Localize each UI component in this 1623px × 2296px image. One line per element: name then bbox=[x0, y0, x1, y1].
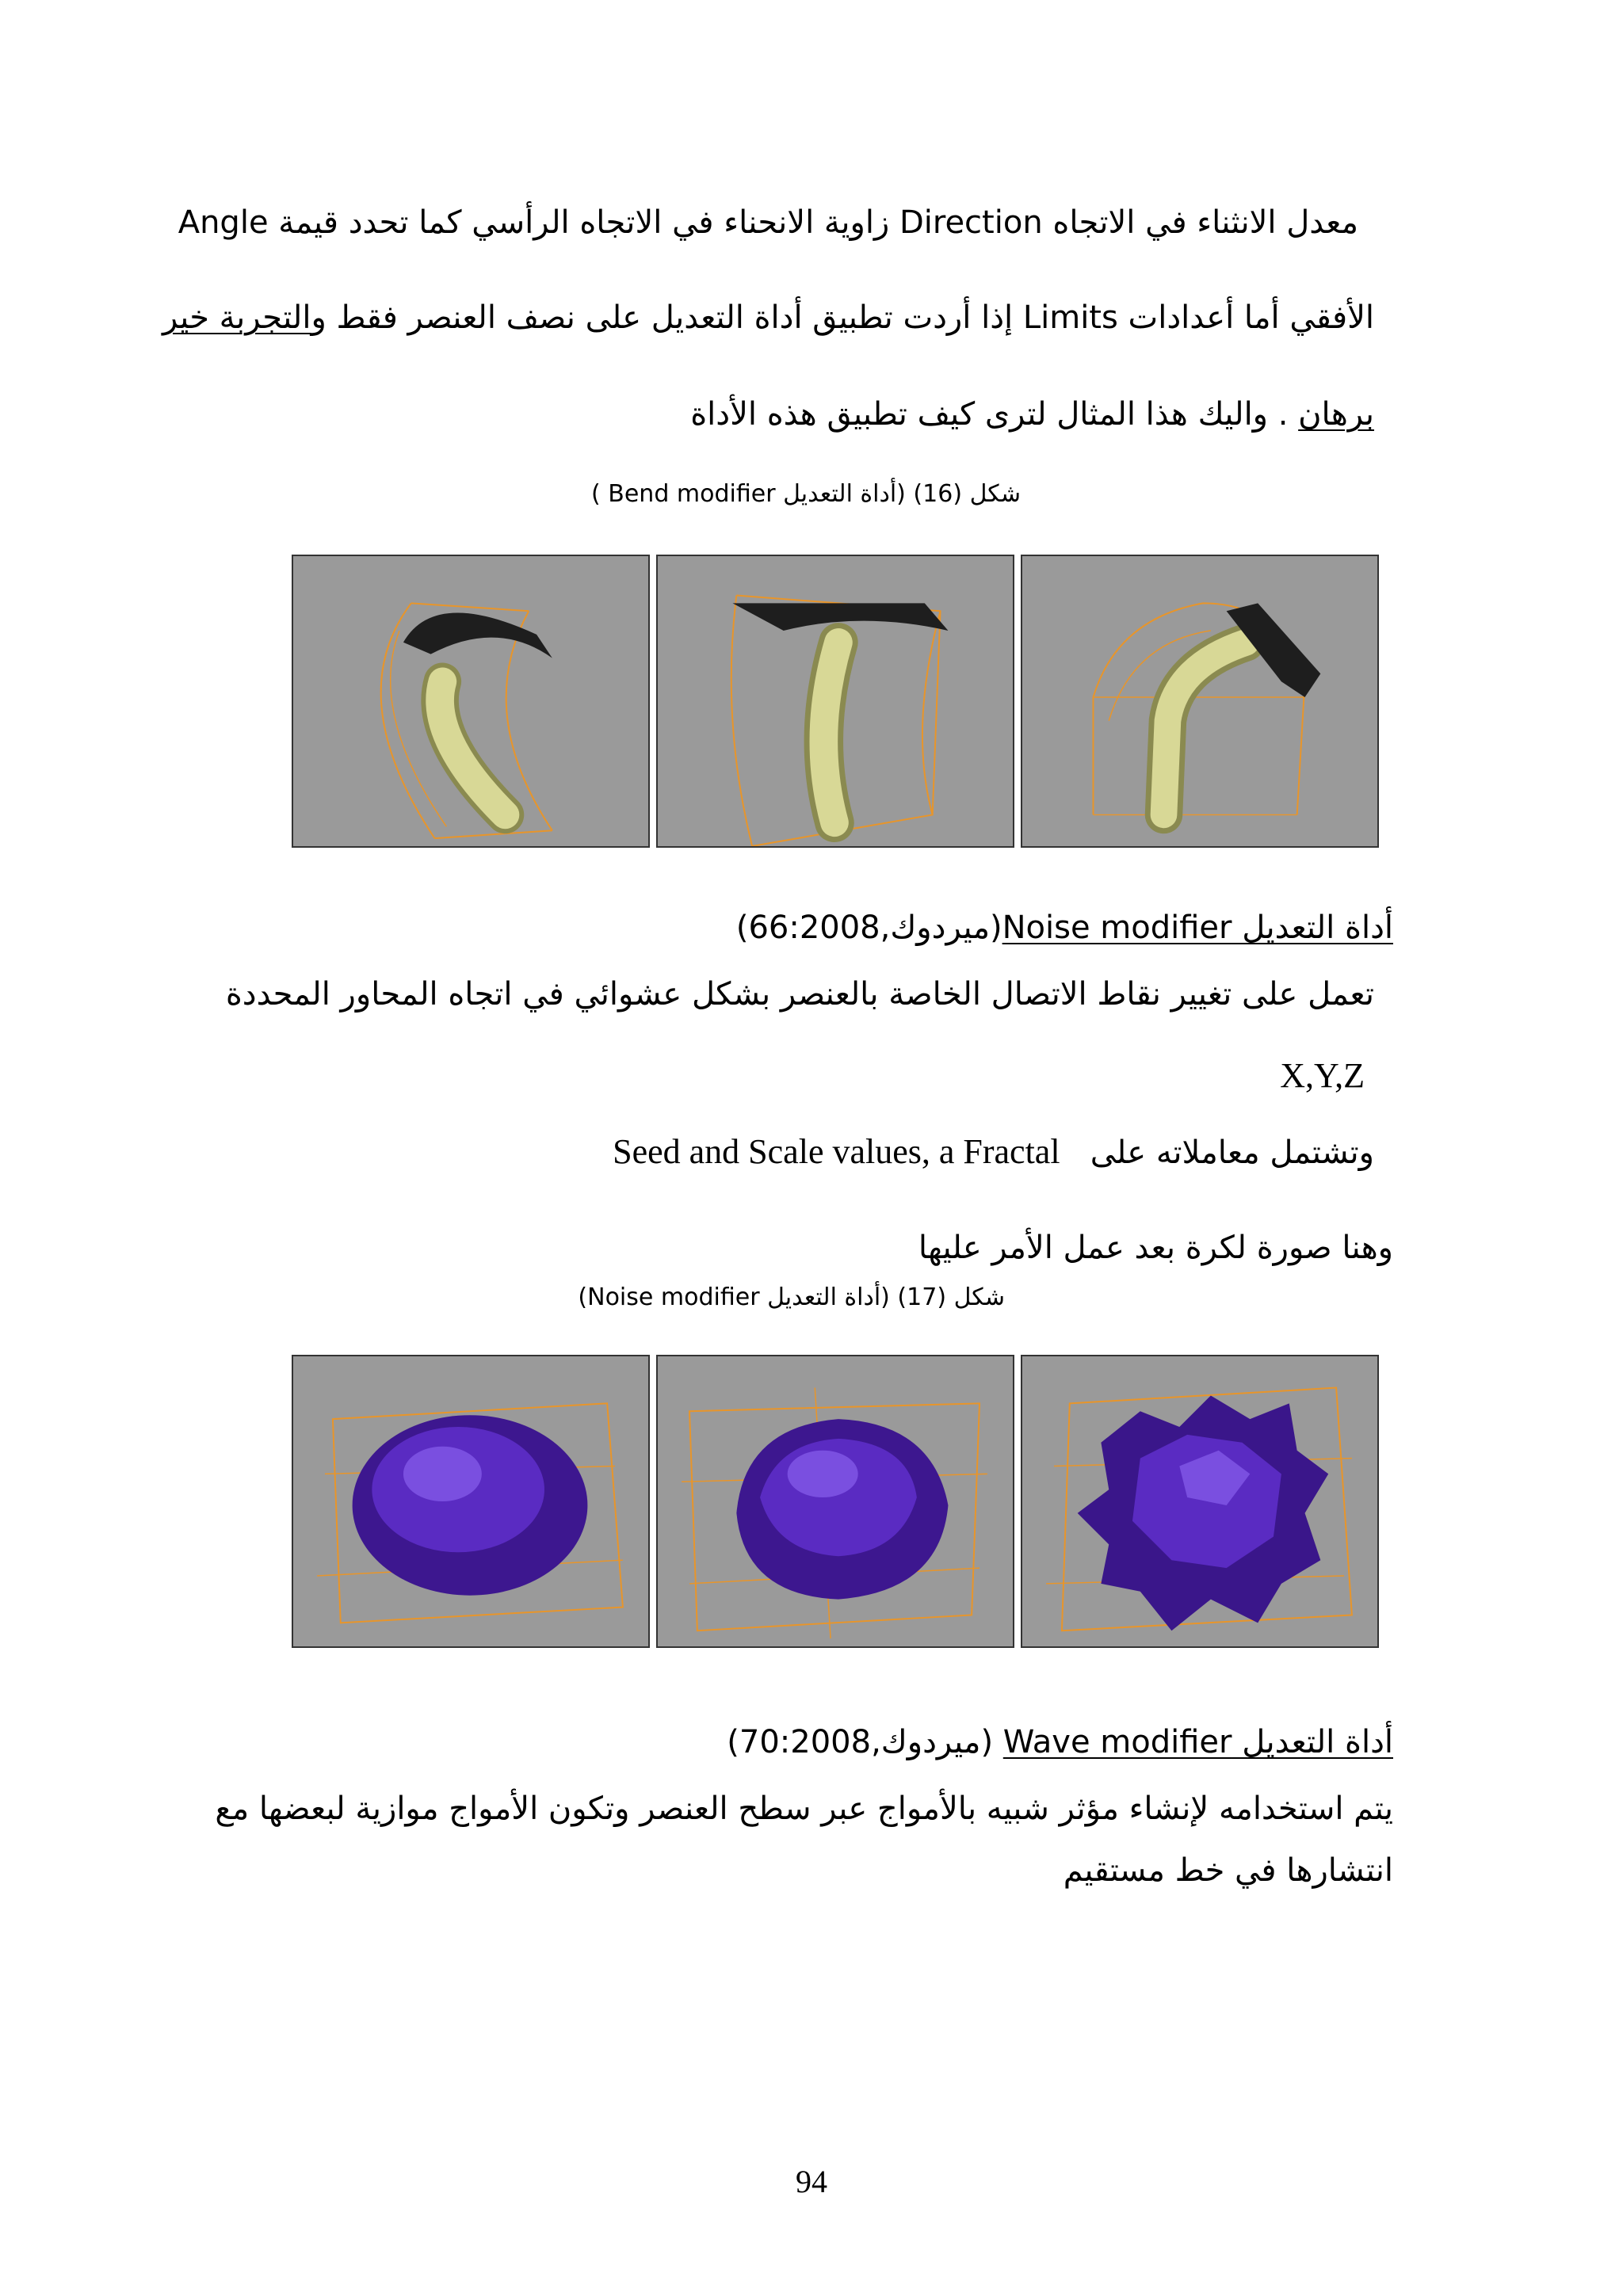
paragraph-line-2-underlined: التجربة خير bbox=[162, 299, 311, 336]
noise-heading-underlined: أداة التعديل Noise modifier bbox=[1002, 910, 1393, 946]
noise-sphere-high-icon bbox=[1021, 1355, 1379, 1648]
wave-heading bbox=[727, 1724, 1393, 1760]
noise-heading bbox=[736, 910, 1393, 946]
paragraph-line-1: Angle زاوية الانحناء في الاتجاه الرأسي كما تحدد قيمة Direction معدل الانثناء في الاتجاه bbox=[178, 204, 1358, 241]
paragraph-line-3 bbox=[690, 396, 1374, 433]
noise-image-note: وهنا صورة لكرة بعد عمل الأمر عليها bbox=[918, 1230, 1393, 1266]
noise-sphere-low-icon bbox=[292, 1355, 650, 1648]
paragraph-line-3-underlined: برهان bbox=[1298, 396, 1374, 433]
bend-hammer-backward-icon bbox=[292, 555, 650, 848]
noise-params-ar: وتشتمل معاملاته على bbox=[1090, 1135, 1374, 1171]
noise-line-1: تعمل على تغيير نقاط الاتصال الخاصة بالعنصر بشكل عشوائي في اتجاه المحاور المحددة bbox=[225, 976, 1374, 1013]
figure-16-caption: شكل (16) (أداة التعديل Bend modifier ) bbox=[591, 480, 1021, 508]
figure-17-images bbox=[292, 1355, 1379, 1648]
wave-heading-underlined: أداة التعديل Wave modifier bbox=[1002, 1724, 1393, 1760]
wave-heading-citation: (ميردوك,70:2008) bbox=[727, 1724, 1003, 1760]
noise-sphere-medium-icon bbox=[656, 1355, 1014, 1648]
bend-hammer-forward-icon bbox=[1021, 555, 1379, 848]
paragraph-line-2 bbox=[162, 299, 1374, 336]
page-number: 94 bbox=[796, 2164, 827, 2199]
noise-params-en: Seed and Scale values, a Fractal bbox=[613, 1132, 1060, 1171]
paragraph-line-2-text: الأفقي أما أعدادات Limits إذا أردت تطبيق أداة التعديل على نصف العنصر فقط و bbox=[311, 299, 1374, 336]
wave-line-1: يتم استخدامه لإنشاء مؤثر شبيه بالأمواج عبر سطح العنصر وتكون الأمواج موازية لبعضها مع bbox=[215, 1791, 1393, 1827]
noise-heading-citation: (ميردوك,66:2008) bbox=[735, 910, 1002, 946]
paragraph-line-3-text: . واليك هذا المثال لترى كيف تطبيق هذه الأداة bbox=[690, 396, 1299, 433]
wave-line-2: انتشارها في خط مستقيم bbox=[1063, 1852, 1393, 1889]
noise-params bbox=[613, 1131, 1374, 1172]
noise-axes: X,Y,Z bbox=[1280, 1056, 1365, 1095]
bend-hammer-mild-icon bbox=[656, 555, 1014, 848]
figure-17-caption: شكل (17) (أداة التعديل Noise modifier) bbox=[578, 1283, 1005, 1311]
figure-16-images bbox=[292, 555, 1379, 848]
